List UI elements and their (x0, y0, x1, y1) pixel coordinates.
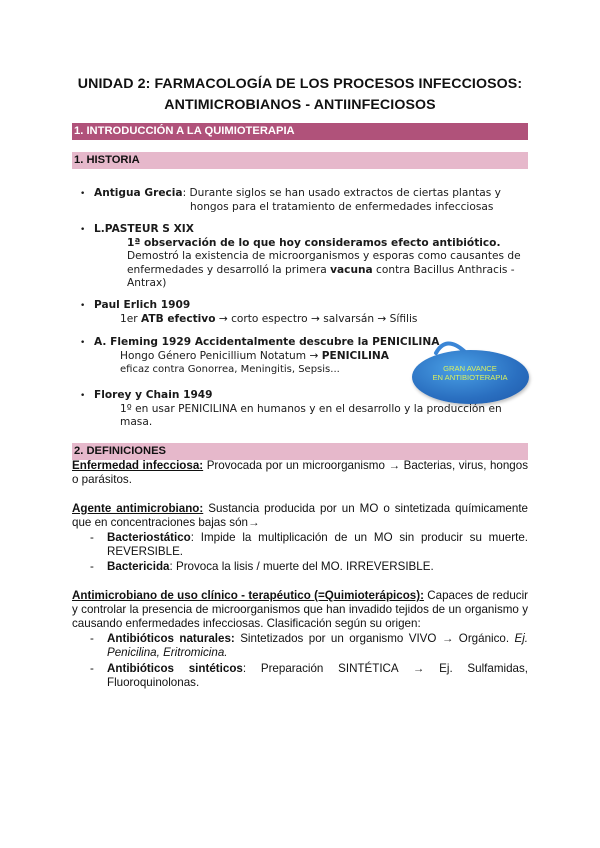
list-dash: - (90, 632, 94, 645)
bullet: • (80, 391, 86, 401)
section-heading-definiciones: 2. DEFINICIONES (72, 443, 528, 460)
list-item-bacteriostatico: Bacteriostático: Impide la multiplicación de un MO sin producir su muerte. REVERSIBLE. (107, 531, 528, 559)
bullet: • (80, 225, 86, 235)
historia-florey-line2: 1º en usar PENICILINA en humanos y en el desarrollo y la producción en (120, 403, 502, 415)
list-item-naturales: Antibióticos naturales: Sintetizados por un organismo VIVO → Orgánico. Ej. Penicilina, Eritromicina. (107, 632, 528, 660)
historia-item-florey: Florey y Chain 1949 (94, 389, 213, 401)
list-dash: - (90, 531, 94, 544)
list-dash: - (90, 560, 94, 573)
section-heading-intro: 1. INTRODUCCIÓN A LA QUIMIOTERAPIA (72, 123, 528, 140)
bullet: • (80, 189, 86, 199)
bullet: • (80, 338, 86, 348)
historia-item-fleming: A. Fleming 1929 Accidentalmente descubre la PENICILINA (94, 336, 440, 348)
definition-antimicrobiano-clinico: Antimicrobiano de uso clínico - terapéutico (=Quimioterápicos): Capaces de reducir y controlar la presencia de microorganismos que han invadido tejidos de un organismo y causando enfermedades infecciosas. Clasificación según su origen: (72, 589, 528, 631)
historia-item-grecia: Antigua Grecia: Durante siglos se han usado extractos de ciertas plantas y (94, 187, 501, 199)
callout-text: GRAN AVANCE EN ANTIBIOTERAPIA (432, 364, 508, 383)
historia-florey-line3: masa. (120, 416, 153, 428)
historia-fleming-line2: Hongo Género Penicillium Notatum → PENICILINA (120, 350, 389, 362)
page-title-line2: ANTIMICROBIANOS - ANTIINFECIOSOS (164, 97, 436, 113)
list-item-bactericida: Bactericida: Provoca la lisis / muerte del MO. IRREVERSIBLE. (107, 560, 434, 573)
historia-item-erlich: Paul Erlich 1909 (94, 299, 191, 311)
section-heading-historia: 1. HISTORIA (72, 152, 528, 169)
historia-item-pasteur: L.PASTEUR S XIX (94, 223, 194, 235)
definition-enfermedad: Enfermedad infecciosa: Provocada por un microorganismo → Bacterias, virus, hongos o parásitos. (72, 459, 529, 487)
bullet: • (80, 301, 86, 311)
list-dash: - (90, 662, 94, 675)
historia-fleming-line3: eficaz contra Gonorrea, Meningitis, Sepsis... (120, 364, 340, 375)
historia-grecia-text2: hongos para el tratamiento de enfermedades infecciosas (190, 201, 494, 213)
list-item-sinteticos: Antibióticos sintéticos: Preparación SINTÉTICA → Ej. Sulfamidas, Fluoroquinolonas. (107, 662, 528, 690)
historia-pasteur-sub: 1ª observación de lo que hoy consideramos efecto antibiótico. (127, 237, 501, 249)
historia-pasteur-text-a: Demostró la existencia de microorganismos y esporas como causantes de (127, 250, 521, 262)
historia-pasteur-text-b: enfermedades y desarrolló la primera vacuna contra Bacillus Anthracis - (127, 264, 515, 276)
historia-pasteur-text-c: Antrax) (127, 277, 167, 289)
historia-erlich-text: 1er ATB efectivo → corto espectro → salvarsán → Sífilis (120, 313, 418, 325)
definition-agente: Agente antimicrobiano: Sustancia producida por un MO o sintetizada químicamente que en concentraciones bajas són→ (72, 502, 528, 530)
page-title-line1: UNIDAD 2: FARMACOLOGÍA DE LOS PROCESOS INFECCIOSOS: (77, 76, 523, 92)
